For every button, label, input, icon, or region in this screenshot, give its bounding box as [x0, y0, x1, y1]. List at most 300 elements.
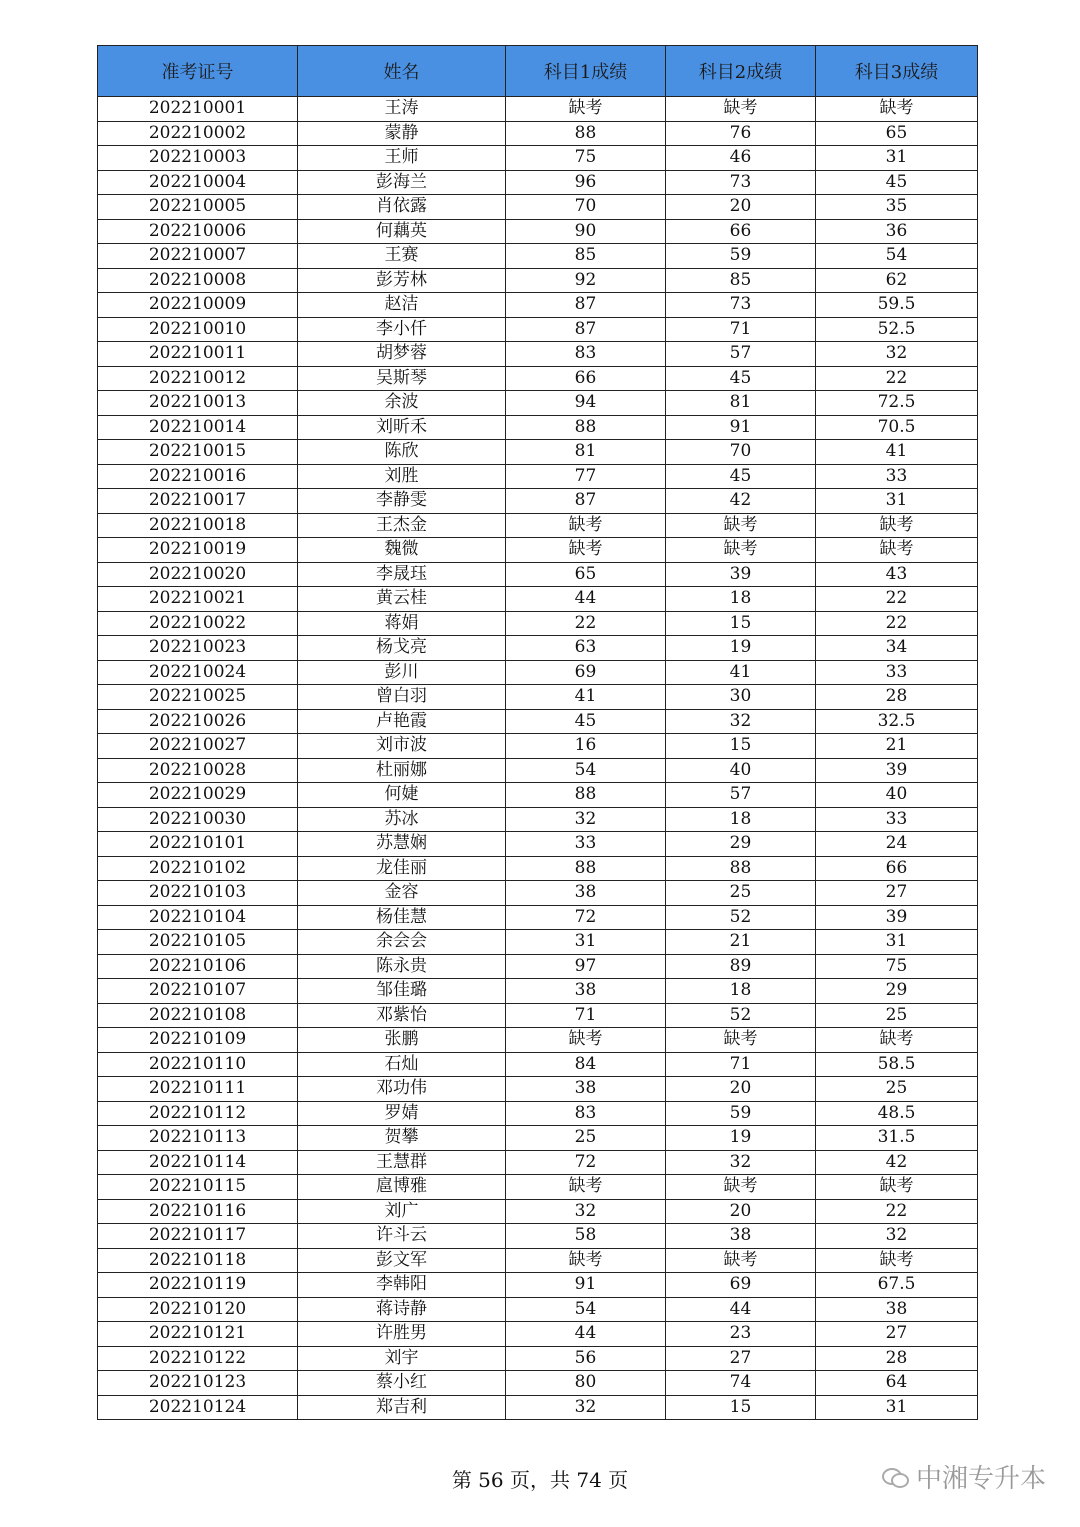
cell-subject1: 31 [506, 930, 666, 955]
table-row [98, 1077, 978, 1102]
cell-subject3: 24 [816, 832, 978, 857]
table-row [98, 464, 978, 489]
cell-subject2: 25 [666, 881, 816, 906]
table-row [98, 832, 978, 857]
cell-subject2: 71 [666, 1052, 816, 1077]
cell-subject3: 75 [816, 954, 978, 979]
table-row [98, 317, 978, 342]
cell-subject2: 52 [666, 1003, 816, 1028]
cell-subject1: 81 [506, 440, 666, 465]
cell-name: 邹佳璐 [298, 979, 506, 1004]
header-subject1: 科目1成绩 [506, 46, 666, 97]
cell-subject1: 41 [506, 685, 666, 710]
cell-name: 余波 [298, 391, 506, 416]
header-name: 姓名 [298, 46, 506, 97]
table-row [98, 1297, 978, 1322]
cell-subject3: 31 [816, 930, 978, 955]
cell-name: 赵洁 [298, 293, 506, 318]
cell-exam-id: 202210120 [98, 1297, 298, 1322]
cell-subject2: 38 [666, 1224, 816, 1249]
cell-subject3: 28 [816, 1346, 978, 1371]
cell-subject2: 59 [666, 244, 816, 269]
cell-exam-id: 202210024 [98, 660, 298, 685]
cell-subject3: 52.5 [816, 317, 978, 342]
cell-name: 刘胜 [298, 464, 506, 489]
cell-subject1: 88 [506, 856, 666, 881]
cell-exam-id: 202210030 [98, 807, 298, 832]
cell-exam-id: 202210123 [98, 1371, 298, 1396]
cell-subject1: 缺考 [506, 1028, 666, 1053]
cell-subject2: 40 [666, 758, 816, 783]
cell-subject3: 25 [816, 1077, 978, 1102]
cell-subject1: 33 [506, 832, 666, 857]
cell-exam-id: 202210124 [98, 1395, 298, 1420]
cell-subject3: 54 [816, 244, 978, 269]
cell-subject1: 83 [506, 1101, 666, 1126]
cell-subject2: 39 [666, 562, 816, 587]
cell-subject1: 96 [506, 170, 666, 195]
cell-name: 扈博雅 [298, 1175, 506, 1200]
cell-subject3: 35 [816, 195, 978, 220]
cell-subject2: 19 [666, 1126, 816, 1151]
table-row [98, 121, 978, 146]
cell-name: 罗婧 [298, 1101, 506, 1126]
cell-subject3: 缺考 [816, 1028, 978, 1053]
cell-subject1: 72 [506, 1150, 666, 1175]
table-row [98, 758, 978, 783]
cell-subject2: 15 [666, 611, 816, 636]
table-row [98, 1003, 978, 1028]
cell-name: 卢艳霞 [298, 709, 506, 734]
table-row [98, 268, 978, 293]
cell-subject1: 缺考 [506, 538, 666, 563]
table-row [98, 1175, 978, 1200]
cell-exam-id: 202210108 [98, 1003, 298, 1028]
cell-subject2: 69 [666, 1273, 816, 1298]
cell-subject1: 90 [506, 219, 666, 244]
cell-exam-id: 202210018 [98, 513, 298, 538]
cell-exam-id: 202210028 [98, 758, 298, 783]
cell-exam-id: 202210005 [98, 195, 298, 220]
cell-subject2: 20 [666, 1199, 816, 1224]
cell-name: 肖依露 [298, 195, 506, 220]
cell-name: 彭芳林 [298, 268, 506, 293]
cell-subject1: 45 [506, 709, 666, 734]
table-row [98, 293, 978, 318]
table-row [98, 1395, 978, 1420]
cell-subject2: 74 [666, 1371, 816, 1396]
cell-subject3: 66 [816, 856, 978, 881]
cell-subject1: 58 [506, 1224, 666, 1249]
cell-exam-id: 202210025 [98, 685, 298, 710]
cell-exam-id: 202210104 [98, 905, 298, 930]
cell-subject2: 57 [666, 783, 816, 808]
cell-name: 邓紫怡 [298, 1003, 506, 1028]
cell-subject3: 62 [816, 268, 978, 293]
cell-name: 蔡小红 [298, 1371, 506, 1396]
cell-subject2: 44 [666, 1297, 816, 1322]
table-row [98, 979, 978, 1004]
cell-subject1: 54 [506, 758, 666, 783]
cell-name: 王慧群 [298, 1150, 506, 1175]
cell-subject1: 44 [506, 587, 666, 612]
cell-subject1: 56 [506, 1346, 666, 1371]
cell-subject2: 32 [666, 709, 816, 734]
cell-exam-id: 202210121 [98, 1322, 298, 1347]
cell-subject1: 54 [506, 1297, 666, 1322]
cell-subject3: 33 [816, 464, 978, 489]
cell-subject2: 45 [666, 464, 816, 489]
table-row [98, 415, 978, 440]
cell-name: 胡梦蓉 [298, 342, 506, 367]
cell-subject1: 92 [506, 268, 666, 293]
table-row [98, 1322, 978, 1347]
cell-subject2: 88 [666, 856, 816, 881]
table-row [98, 489, 978, 514]
cell-subject1: 缺考 [506, 1248, 666, 1273]
table-row [98, 954, 978, 979]
cell-subject3: 40 [816, 783, 978, 808]
table-row [98, 1150, 978, 1175]
table-row [98, 97, 978, 122]
cell-exam-id: 202210116 [98, 1199, 298, 1224]
cell-exam-id: 202210109 [98, 1028, 298, 1053]
cell-exam-id: 202210012 [98, 366, 298, 391]
cell-subject2: 52 [666, 905, 816, 930]
cell-name: 李晟珏 [298, 562, 506, 587]
cell-subject3: 27 [816, 1322, 978, 1347]
cell-subject2: 20 [666, 1077, 816, 1102]
cell-exam-id: 202210010 [98, 317, 298, 342]
table-row [98, 1052, 978, 1077]
table-row [98, 219, 978, 244]
cell-subject1: 91 [506, 1273, 666, 1298]
cell-subject2: 46 [666, 146, 816, 171]
table-row [98, 1224, 978, 1249]
cell-exam-id: 202210112 [98, 1101, 298, 1126]
table-row [98, 660, 978, 685]
cell-subject3: 33 [816, 660, 978, 685]
cell-subject3: 39 [816, 758, 978, 783]
cell-subject2: 缺考 [666, 1175, 816, 1200]
cell-subject1: 16 [506, 734, 666, 759]
cell-exam-id: 202210001 [98, 97, 298, 122]
cell-subject1: 缺考 [506, 97, 666, 122]
cell-subject3: 29 [816, 979, 978, 1004]
cell-name: 彭海兰 [298, 170, 506, 195]
cell-exam-id: 202210006 [98, 219, 298, 244]
cell-subject2: 57 [666, 342, 816, 367]
cell-exam-id: 202210106 [98, 954, 298, 979]
cell-subject1: 72 [506, 905, 666, 930]
table-row [98, 342, 978, 367]
cell-exam-id: 202210002 [98, 121, 298, 146]
cell-exam-id: 202210017 [98, 489, 298, 514]
cell-subject2: 32 [666, 1150, 816, 1175]
table-row [98, 587, 978, 612]
cell-name: 陈永贵 [298, 954, 506, 979]
cell-subject1: 87 [506, 317, 666, 342]
cell-subject3: 32 [816, 342, 978, 367]
cell-subject2: 91 [666, 415, 816, 440]
cell-subject3: 22 [816, 1199, 978, 1224]
cell-subject1: 70 [506, 195, 666, 220]
cell-subject3: 31 [816, 146, 978, 171]
table-body [98, 97, 978, 1420]
cell-subject2: 15 [666, 1395, 816, 1420]
table-row [98, 856, 978, 881]
cell-subject1: 32 [506, 1395, 666, 1420]
cell-exam-id: 202210110 [98, 1052, 298, 1077]
cell-subject3: 45 [816, 170, 978, 195]
cell-name: 李静雯 [298, 489, 506, 514]
table-row [98, 930, 978, 955]
cell-exam-id: 202210115 [98, 1175, 298, 1200]
cell-name: 余会会 [298, 930, 506, 955]
cell-subject1: 88 [506, 121, 666, 146]
cell-subject3: 72.5 [816, 391, 978, 416]
cell-subject2: 18 [666, 587, 816, 612]
table-row [98, 881, 978, 906]
cell-name: 蒋娟 [298, 611, 506, 636]
cell-name: 杨戈亮 [298, 636, 506, 661]
cell-subject3: 59.5 [816, 293, 978, 318]
cell-exam-id: 202210027 [98, 734, 298, 759]
cell-name: 石灿 [298, 1052, 506, 1077]
cell-name: 曾白羽 [298, 685, 506, 710]
table-row [98, 1101, 978, 1126]
cell-exam-id: 202210113 [98, 1126, 298, 1151]
cell-subject1: 77 [506, 464, 666, 489]
cell-subject2: 缺考 [666, 513, 816, 538]
cell-subject3: 22 [816, 587, 978, 612]
cell-exam-id: 202210107 [98, 979, 298, 1004]
cell-subject3: 33 [816, 807, 978, 832]
cell-exam-id: 202210102 [98, 856, 298, 881]
cell-subject2: 29 [666, 832, 816, 857]
table-row [98, 685, 978, 710]
cell-name: 王杰金 [298, 513, 506, 538]
cell-exam-id: 202210016 [98, 464, 298, 489]
cell-subject1: 25 [506, 1126, 666, 1151]
table-row [98, 366, 978, 391]
cell-subject3: 39 [816, 905, 978, 930]
cell-exam-id: 202210023 [98, 636, 298, 661]
table-row [98, 538, 978, 563]
table-row [98, 391, 978, 416]
cell-subject1: 94 [506, 391, 666, 416]
cell-subject2: 19 [666, 636, 816, 661]
cell-name: 王师 [298, 146, 506, 171]
cell-exam-id: 202210029 [98, 783, 298, 808]
cell-subject3: 31 [816, 1395, 978, 1420]
cell-exam-id: 202210122 [98, 1346, 298, 1371]
header-subject3: 科目3成绩 [816, 46, 978, 97]
cell-name: 蒋诗静 [298, 1297, 506, 1322]
cell-subject3: 34 [816, 636, 978, 661]
cell-subject2: 45 [666, 366, 816, 391]
cell-subject2: 89 [666, 954, 816, 979]
cell-subject2: 27 [666, 1346, 816, 1371]
cell-subject1: 85 [506, 244, 666, 269]
cell-subject3: 58.5 [816, 1052, 978, 1077]
cell-subject1: 32 [506, 807, 666, 832]
cell-exam-id: 202210011 [98, 342, 298, 367]
cell-name: 杨佳慧 [298, 905, 506, 930]
cell-subject3: 48.5 [816, 1101, 978, 1126]
cell-subject2: 缺考 [666, 538, 816, 563]
table-row [98, 807, 978, 832]
watermark [882, 1458, 1046, 1495]
table-row [98, 905, 978, 930]
cell-subject1: 75 [506, 146, 666, 171]
cell-subject3: 36 [816, 219, 978, 244]
table-row [98, 440, 978, 465]
table-row [98, 1126, 978, 1151]
cell-subject2: 70 [666, 440, 816, 465]
cell-name: 许胜男 [298, 1322, 506, 1347]
cell-subject3: 28 [816, 685, 978, 710]
table-row [98, 783, 978, 808]
cell-name: 刘市波 [298, 734, 506, 759]
cell-subject2: 18 [666, 807, 816, 832]
cell-name: 邓功伟 [298, 1077, 506, 1102]
table-row [98, 1028, 978, 1053]
cell-subject1: 87 [506, 293, 666, 318]
cell-subject3: 21 [816, 734, 978, 759]
table-row [98, 611, 978, 636]
cell-exam-id: 202210101 [98, 832, 298, 857]
cell-name: 黄云桂 [298, 587, 506, 612]
cell-name: 郑吉利 [298, 1395, 506, 1420]
cell-exam-id: 202210117 [98, 1224, 298, 1249]
cell-exam-id: 202210114 [98, 1150, 298, 1175]
cell-subject2: 41 [666, 660, 816, 685]
cell-subject2: 30 [666, 685, 816, 710]
cell-subject3: 缺考 [816, 97, 978, 122]
cell-name: 刘宇 [298, 1346, 506, 1371]
cell-subject3: 70.5 [816, 415, 978, 440]
cell-subject3: 25 [816, 1003, 978, 1028]
cell-subject3: 22 [816, 611, 978, 636]
cell-subject1: 84 [506, 1052, 666, 1077]
cell-exam-id: 202210007 [98, 244, 298, 269]
header-row [98, 46, 978, 97]
cell-name: 贺攀 [298, 1126, 506, 1151]
cell-subject3: 43 [816, 562, 978, 587]
cell-name: 何藕英 [298, 219, 506, 244]
cell-subject1: 80 [506, 1371, 666, 1396]
cell-exam-id: 202210013 [98, 391, 298, 416]
cell-subject1: 88 [506, 783, 666, 808]
table-row [98, 734, 978, 759]
table-row [98, 1346, 978, 1371]
cell-name: 杜丽娜 [298, 758, 506, 783]
cell-subject3: 32 [816, 1224, 978, 1249]
cell-subject3: 65 [816, 121, 978, 146]
cell-subject2: 66 [666, 219, 816, 244]
cell-name: 王赛 [298, 244, 506, 269]
cell-exam-id: 202210026 [98, 709, 298, 734]
cell-name: 刘昕禾 [298, 415, 506, 440]
cell-subject3: 31.5 [816, 1126, 978, 1151]
cell-subject2: 42 [666, 489, 816, 514]
cell-subject1: 44 [506, 1322, 666, 1347]
table-row [98, 1273, 978, 1298]
cell-subject1: 22 [506, 611, 666, 636]
cell-exam-id: 202210119 [98, 1273, 298, 1298]
cell-name: 王涛 [298, 97, 506, 122]
cell-subject3: 38 [816, 1297, 978, 1322]
table-row [98, 513, 978, 538]
cell-subject1: 32 [506, 1199, 666, 1224]
cell-subject3: 41 [816, 440, 978, 465]
cell-subject3: 缺考 [816, 538, 978, 563]
cell-subject1: 88 [506, 415, 666, 440]
cell-subject1: 69 [506, 660, 666, 685]
cell-subject2: 59 [666, 1101, 816, 1126]
cell-exam-id: 202210103 [98, 881, 298, 906]
score-table [97, 45, 978, 1420]
cell-subject3: 缺考 [816, 1248, 978, 1273]
cell-exam-id: 202210111 [98, 1077, 298, 1102]
table-row [98, 146, 978, 171]
cell-subject1: 63 [506, 636, 666, 661]
page-footer: 第 56 页，共 74 页 [451, 1468, 629, 1492]
cell-exam-id: 202210019 [98, 538, 298, 563]
cell-name: 苏冰 [298, 807, 506, 832]
watermark-text: 中湘专升本 [915, 1464, 1046, 1494]
cell-subject2: 缺考 [666, 1028, 816, 1053]
cell-name: 金容 [298, 881, 506, 906]
cell-subject1: 66 [506, 366, 666, 391]
cell-exam-id: 202210021 [98, 587, 298, 612]
cell-exam-id: 202210004 [98, 170, 298, 195]
cell-exam-id: 202210022 [98, 611, 298, 636]
cell-name: 蒙静 [298, 121, 506, 146]
cell-name: 龙佳丽 [298, 856, 506, 881]
table-row [98, 244, 978, 269]
cell-subject1: 38 [506, 1077, 666, 1102]
cell-subject2: 18 [666, 979, 816, 1004]
cell-subject2: 73 [666, 293, 816, 318]
cell-subject2: 73 [666, 170, 816, 195]
cell-subject2: 71 [666, 317, 816, 342]
cell-name: 陈欣 [298, 440, 506, 465]
cell-name: 魏微 [298, 538, 506, 563]
cell-exam-id: 202210014 [98, 415, 298, 440]
cell-subject1: 71 [506, 1003, 666, 1028]
cell-subject2: 76 [666, 121, 816, 146]
cell-exam-id: 202210118 [98, 1248, 298, 1273]
cell-name: 苏慧娴 [298, 832, 506, 857]
cell-exam-id: 202210009 [98, 293, 298, 318]
table-row [98, 709, 978, 734]
cell-subject2: 85 [666, 268, 816, 293]
table-row [98, 170, 978, 195]
table-row [98, 195, 978, 220]
cell-subject1: 87 [506, 489, 666, 514]
cell-name: 李小仟 [298, 317, 506, 342]
cell-name: 李韩阳 [298, 1273, 506, 1298]
cell-subject1: 缺考 [506, 513, 666, 538]
cell-exam-id: 202210003 [98, 146, 298, 171]
header-exam-id: 准考证号 [98, 46, 298, 97]
cell-subject3: 缺考 [816, 513, 978, 538]
cell-subject3: 32.5 [816, 709, 978, 734]
cell-name: 何婕 [298, 783, 506, 808]
table-row [98, 1248, 978, 1273]
